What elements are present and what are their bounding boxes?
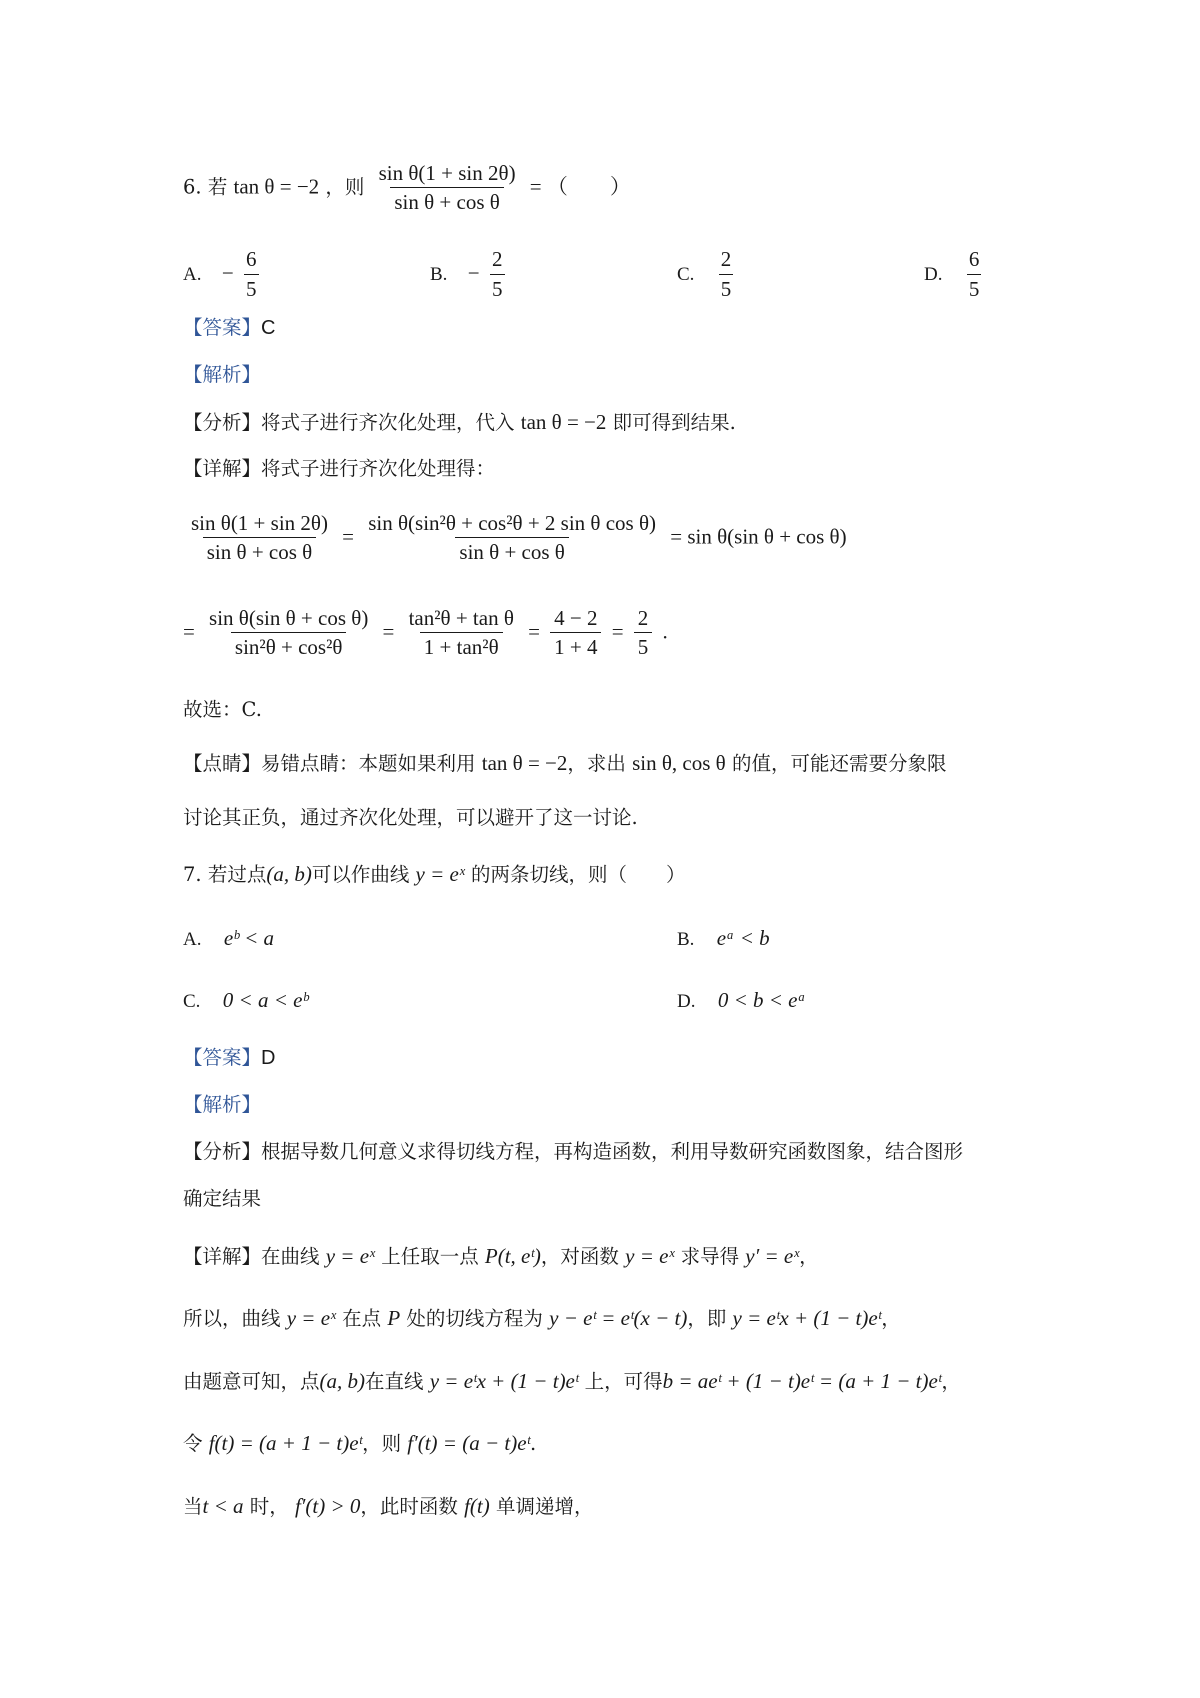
math-condition: tan θ = −2 (233, 174, 320, 199)
question-number: 7. (183, 863, 202, 886)
q6-answer (183, 318, 275, 338)
q7-option-d: D. 0 < b < eᵃ (677, 988, 806, 1012)
answer-tag: 【答案】 (183, 1046, 262, 1069)
q7-option-c: C. 0 < a < eᵇ (183, 988, 309, 1012)
q7-analysis-tag: 【解析】 (183, 1093, 262, 1116)
q6-fenxi: 【分析】将式子进行齐次化处理，代入 tan θ = −2 即可得到结果. (183, 410, 736, 434)
answer-tag: 【答案】 (183, 316, 262, 339)
q7-fenxi-line2: 确定结果 (183, 1187, 262, 1210)
q6-option-b: B. − $\frac{2}{5}$ (430, 247, 503, 301)
q7-answer (183, 1048, 275, 1068)
q7-xiangjie-line5: 当t < a 时， f′(t) > 0，此时函数 f(t) 单调递增， (183, 1494, 594, 1518)
answer-value: C (261, 317, 276, 339)
q6-stem: 6. 若 tan θ = −2 ，则 $\frac{\text{sin θ(1 + sin 2θ)}}{\text{sin θ + cos θ}}$ = （ ） (183, 161, 631, 214)
q7-fenxi: 【分析】根据导数几何意义求得切线方程，再构造函数，利用导数研究函数图象，结合图形 (183, 1140, 964, 1163)
q7-stem: 7. 若过点(a, b)可以作曲线 y = eˣ 的两条切线，则（ ） (183, 862, 686, 886)
question-number: 6. (183, 175, 202, 199)
answer-value: D (261, 1047, 276, 1069)
q6-xiangjie: 【详解】将式子进行齐次化处理得： (183, 457, 496, 480)
q7-xiangjie-line4: 令 f(t) = (a + 1 − t)eᵗ，则 f′(t) = (a − t)eᵗ. (183, 1431, 537, 1455)
q7-xiangjie-line3: 由题意可知，点(a, b)在直线 y = eᵗx + (1 − t)eᵗ 上，可得b = aeᵗ + (1 − t)eᵗ = (a + 1 − t)eᵗ， (183, 1369, 961, 1393)
q6-equation-1: $\frac{\text{sin θ(1 + sin 2θ)}}{\text{sin θ + cos θ}}$ = $\frac{\text{sin θ(sin²θ + cos²θ + 2 sin θ cos θ)}}{\text{sin θ + cos θ}}$ = sin θ(sin θ + cos θ) (191, 511, 847, 564)
fraction: $\frac{\text{sin θ(1 + sin 2θ)}}{\text{sin θ + cos θ}}$ (378, 161, 516, 214)
q6-option-c: C. $\frac{2}{5}$ (677, 247, 732, 301)
q7-xiangjie-line2: 所以，曲线 y = eˣ 在点 P 处的切线方程为 y − eᵗ = eᵗ(x − t)，即 y = eᵗx + (1 − t)eᵗ， (183, 1306, 901, 1330)
q7-xiangjie-line1: 【详解】在曲线 y = eˣ 上任取一点 P(t, eᵗ)，对函数 y = eˣ 求导得 y′ = eˣ， (183, 1244, 819, 1268)
q6-option-a: A. − $\frac{6}{5}$ (183, 247, 257, 301)
q6-conclusion: 故选：C. (183, 698, 262, 721)
q7-option-a: A. eᵇ < a (183, 926, 274, 950)
q6-dianjing-line2: 讨论其正负，通过齐次化处理，可以避开了这一讨论. (183, 806, 638, 829)
q6-equation-2: = $\frac{\text{sin θ(sin θ + cos θ)}}{\text{sin²θ + cos²θ}}$ = $\frac{\text{tan²θ + tan θ}}{\text{1 + tan²θ}}$ = $\frac{4 - 2}{1 + 4}$ = $\frac{2}{5}$ . (183, 606, 668, 659)
q7-option-b: B. eᵃ < b (677, 926, 770, 950)
q6-analysis-tag: 【解析】 (183, 363, 262, 386)
q6-option-d: D. $\frac{6}{5}$ (924, 247, 980, 301)
q6-dianjing: 【点睛】易错点睛：本题如果利用 tan θ = −2，求出 sin θ, cos θ 的值，可能还需要分象限 (183, 751, 947, 775)
